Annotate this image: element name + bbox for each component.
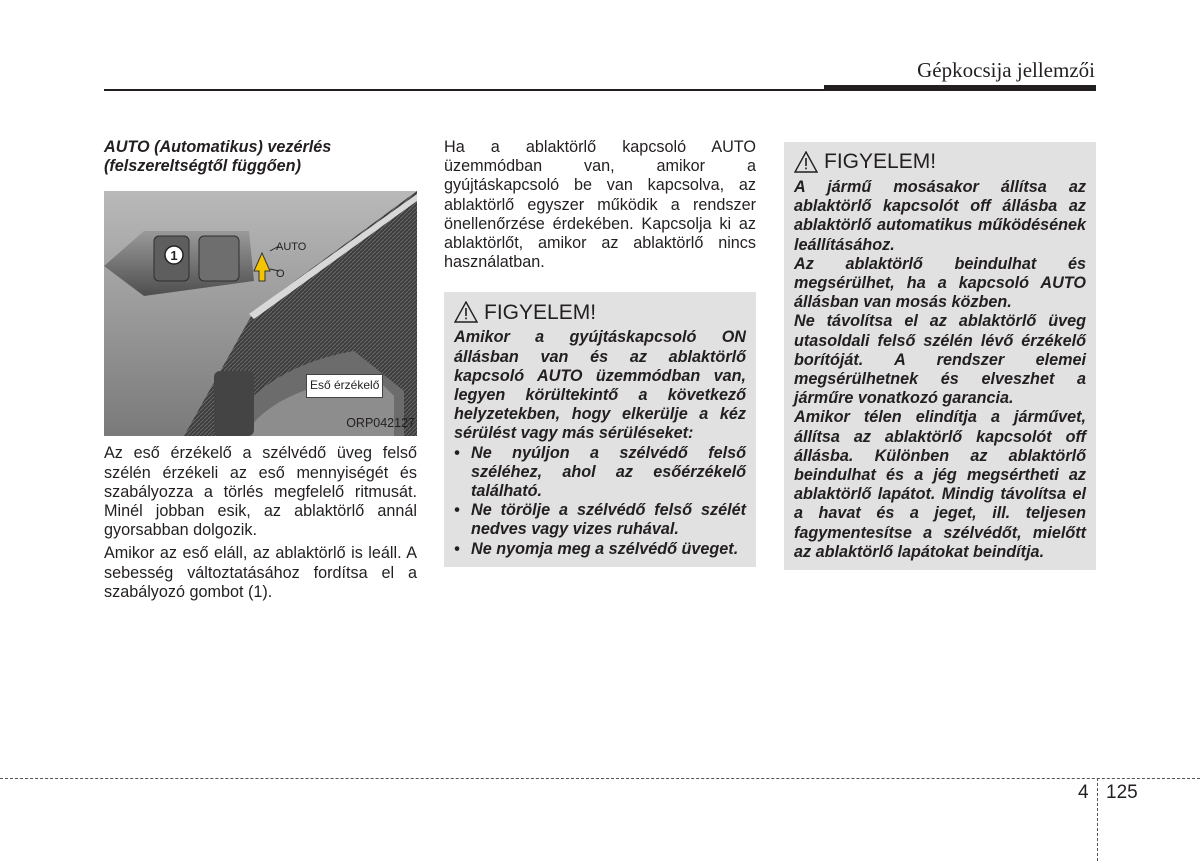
label-rain-sensor: Eső érzékelő	[306, 374, 383, 397]
list-item-text: Ne nyúljon a szélvédő felső széléhez, ahol az esőérzékelő található.	[471, 443, 746, 501]
list-item	[454, 540, 746, 559]
footer-divider	[1097, 778, 1098, 861]
body-paragraph: Ha a ablaktörlő kapcsoló AUTO üzemmódban van, amikor a gyújtáskapcsoló be van kapcsolva, az ablaktörlő egyszer működik a rendszer önellenőrzése érdekében. Kapcsolja ki az ablaktörlőt, amikor az ablaktörlő nincs használatban.	[444, 138, 756, 272]
chapter-number: 4	[1078, 782, 1089, 803]
warning-text	[794, 178, 1086, 562]
body-paragraph: Az eső érzékelő a szélvédő üveg felső szélén érzékeli az eső mennyiségét és szabályozza a törlés megfelelő ritmusát. Minél jobban esik, az ablaktörlő annál gyorsabban dolgozik.	[104, 444, 417, 540]
warning-triangle-icon	[454, 301, 478, 323]
list-item-text: Ne törölje a szélvédő felső szélét nedves vagy vizes ruhával.	[471, 501, 746, 539]
wiper-switch-figure	[104, 191, 417, 436]
warning-title: FIGYELEM!	[484, 300, 597, 324]
header-rule-accent	[824, 85, 1096, 91]
figure-code: ORP042127	[346, 416, 415, 431]
warning-box	[784, 142, 1096, 570]
warning-triangle-icon	[794, 151, 818, 173]
warning-box	[444, 292, 756, 566]
label-auto: AUTO	[276, 241, 307, 254]
wiper-switch-illustration	[104, 191, 417, 436]
list-item	[454, 444, 746, 502]
bullet: •	[454, 443, 460, 462]
bullet: •	[454, 539, 460, 558]
warning-title: FIGYELEM!	[824, 150, 937, 174]
warning-header	[454, 301, 746, 323]
section-title: AUTO (Automatikus) vezérlés (felszereltségtől függően)	[104, 138, 332, 176]
left-column	[104, 138, 417, 606]
warning-header	[794, 151, 1086, 173]
bullet: •	[454, 501, 460, 520]
warning-list	[454, 444, 746, 559]
warning-paragraph: Az ablaktörlő beindulhat és megsérülhet, ha a kapcsoló AUTO állásban van mosás közben.	[794, 254, 1086, 312]
footer-rule	[0, 778, 1200, 779]
body-paragraph: Amikor az eső eláll, az ablaktörlő is leáll. A sebesség változtatásához fordítsa el a szabályozó gombot (1).	[104, 544, 417, 601]
list-item	[454, 501, 746, 539]
label-off: O	[276, 268, 285, 281]
warning-text	[454, 328, 746, 558]
running-header-title: Gépkocsija jellemzői	[917, 58, 1095, 82]
warning-paragraph: A jármű mosásakor állítsa az ablaktörlő kapcsolót off állásba az ablaktörlő automatikus működésének leállításához.	[794, 178, 1086, 254]
callout-number: 1	[170, 248, 178, 264]
warning-paragraph: Ne távolítsa el az ablaktörlő üveg utasoldali felső szélén lévő érzékelő borítóját. A rendszer elemei megsérülhetnek és elveszhet a járműre vonatkozó garancia.	[794, 312, 1086, 408]
list-item-text: Ne nyomja meg a szélvédő üveget.	[471, 539, 739, 558]
warning-paragraph: Amikor télen elindítja a járművet, állítsa az ablaktörlő kapcsolót off állásba. Különben az ablaktörlő beindulhat és a jég megsértheti az ablaktörlő lapátot. Mindig távolítsa el a havat és a jeget, ill. teljesen fagymentesítse a szélvédőt, mielőtt az ablaktörlő lapátokat beindítja.	[794, 408, 1086, 561]
middle-column	[444, 138, 756, 567]
right-column	[784, 142, 1096, 570]
warning-intro: Amikor a gyújtáskapcsoló ON állásban van és az ablaktörlő kapcsoló AUTO üzemmódban van, legyen körültekintő a következő helyzetekben, hogy elkerülje a kéz sérülést vagy más sérüléseket:	[454, 328, 746, 443]
page-number: 125	[1106, 782, 1138, 803]
